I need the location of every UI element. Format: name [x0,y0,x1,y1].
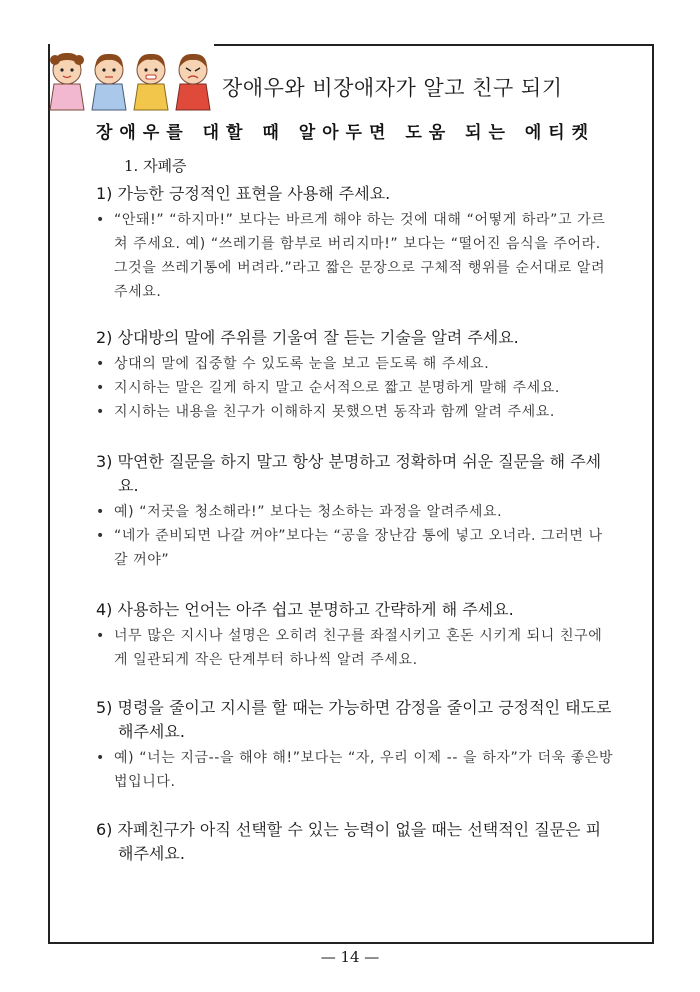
etiquette-item-5 [96,696,616,794]
bullet-icon: • [96,404,105,420]
item-title: 6) 자폐친구가 아직 선택할 수 있는 능력이 없을 때는 선택적인 질문은 피해주세요. [96,820,602,863]
page-number: — 14 — [320,948,380,966]
bullet-text: 예) “너는 지금--을 해야 해!”보다는 “자, 우리 이제 -- 을 하자”가 더욱 좋은방법입니다. [114,750,614,790]
bullet-icon: • [96,356,105,372]
bullet-item [96,376,616,400]
etiquette-item-4 [96,598,616,672]
mascot-illustration [44,46,224,112]
bullet-list [96,352,616,424]
bullet-item [96,624,616,672]
bullet-text: 지시하는 말은 길게 하지 말고 순서적으로 짧고 분명하게 말해 주세요. [114,380,560,396]
bullet-item [96,500,616,524]
mascot-boy-blue [92,54,126,110]
mascot-boy-red [176,54,210,110]
bullet-icon: • [96,628,105,644]
etiquette-item-3 [96,450,616,572]
bullet-list [96,500,616,572]
bullet-text: “안돼!” “하지마!” 보다는 바르게 해야 하는 것에 대해 “어떻게 하라”고 가르쳐 주세요. 예) “쓰레기를 함부로 버리지마!” 보다는 “떨어진 음식을 주어라. 그것을 쓰레기통에 버려라.”라고 짧은 문장으로 구체적 행위를 순서대로 알려주세요. [114,212,606,300]
etiquette-item-6 [96,818,616,866]
bullet-text: 상대의 말에 집중할 수 있도록 눈을 보고 듣도록 해 주세요. [114,356,490,372]
bullet-text: “네가 준비되면 나갈 꺼야”보다는 “공을 장난감 통에 넣고 오너라. 그러면 나갈 꺼야” [114,528,603,568]
bullet-list [96,208,616,304]
etiquette-item-1 [96,182,616,304]
etiquette-item-2 [96,326,616,424]
bullet-icon: • [96,380,105,396]
bullet-item [96,400,616,424]
header-rule [214,44,654,46]
bullet-text: 지시하는 내용을 친구가 이해하지 못했으면 동작과 함께 알려 주세요. [114,404,555,420]
item-title: 4) 사용하는 언어는 아주 쉽고 분명하고 간략하게 해 주세요. [96,600,514,619]
item-title: 3) 막연한 질문을 하지 말고 항상 분명하고 정확하며 쉬운 질문을 해 주세요. [96,452,602,495]
bullet-list [96,624,616,672]
mascot-boy-yellow [134,54,168,110]
bullet-item [96,208,616,304]
bullet-text: 예) “저곳을 청소해라!” 보다는 청소하는 과정을 알려주세요. [114,504,503,520]
bullet-icon: • [96,212,105,228]
bullet-item [96,746,616,794]
bullet-list [96,746,616,794]
bullet-icon: • [96,528,105,544]
bullet-item [96,524,616,572]
item-title: 5) 명령을 줄이고 지시를 할 때는 가능하면 감정을 줄이고 긍정적인 태도로 해주세요. [96,698,612,741]
item-title: 1) 가능한 긍정적인 표현을 사용해 주세요. [96,184,391,203]
mascot-girl-pink [50,53,84,110]
section-heading: 장애우를 대할 때 알아두면 도움 되는 에티켓 [96,123,596,143]
item-title: 2) 상대방의 말에 주위를 기울여 잘 듣는 기술을 알려 주세요. [96,328,519,347]
bullet-item [96,352,616,376]
bullet-icon: • [96,750,105,766]
bullet-text: 너무 많은 지시나 설명은 오히려 친구를 좌절시키고 혼돈 시키게 되니 친구에게 일관되게 작은 단계부터 하나씩 알려 주세요. [114,628,603,668]
content-body [96,155,616,866]
bullet-icon: • [96,504,105,520]
sub-heading: 1. 자폐증 [124,157,187,175]
page-header-title: 장애우와 비장애자가 알고 친구 되기 [222,76,563,100]
